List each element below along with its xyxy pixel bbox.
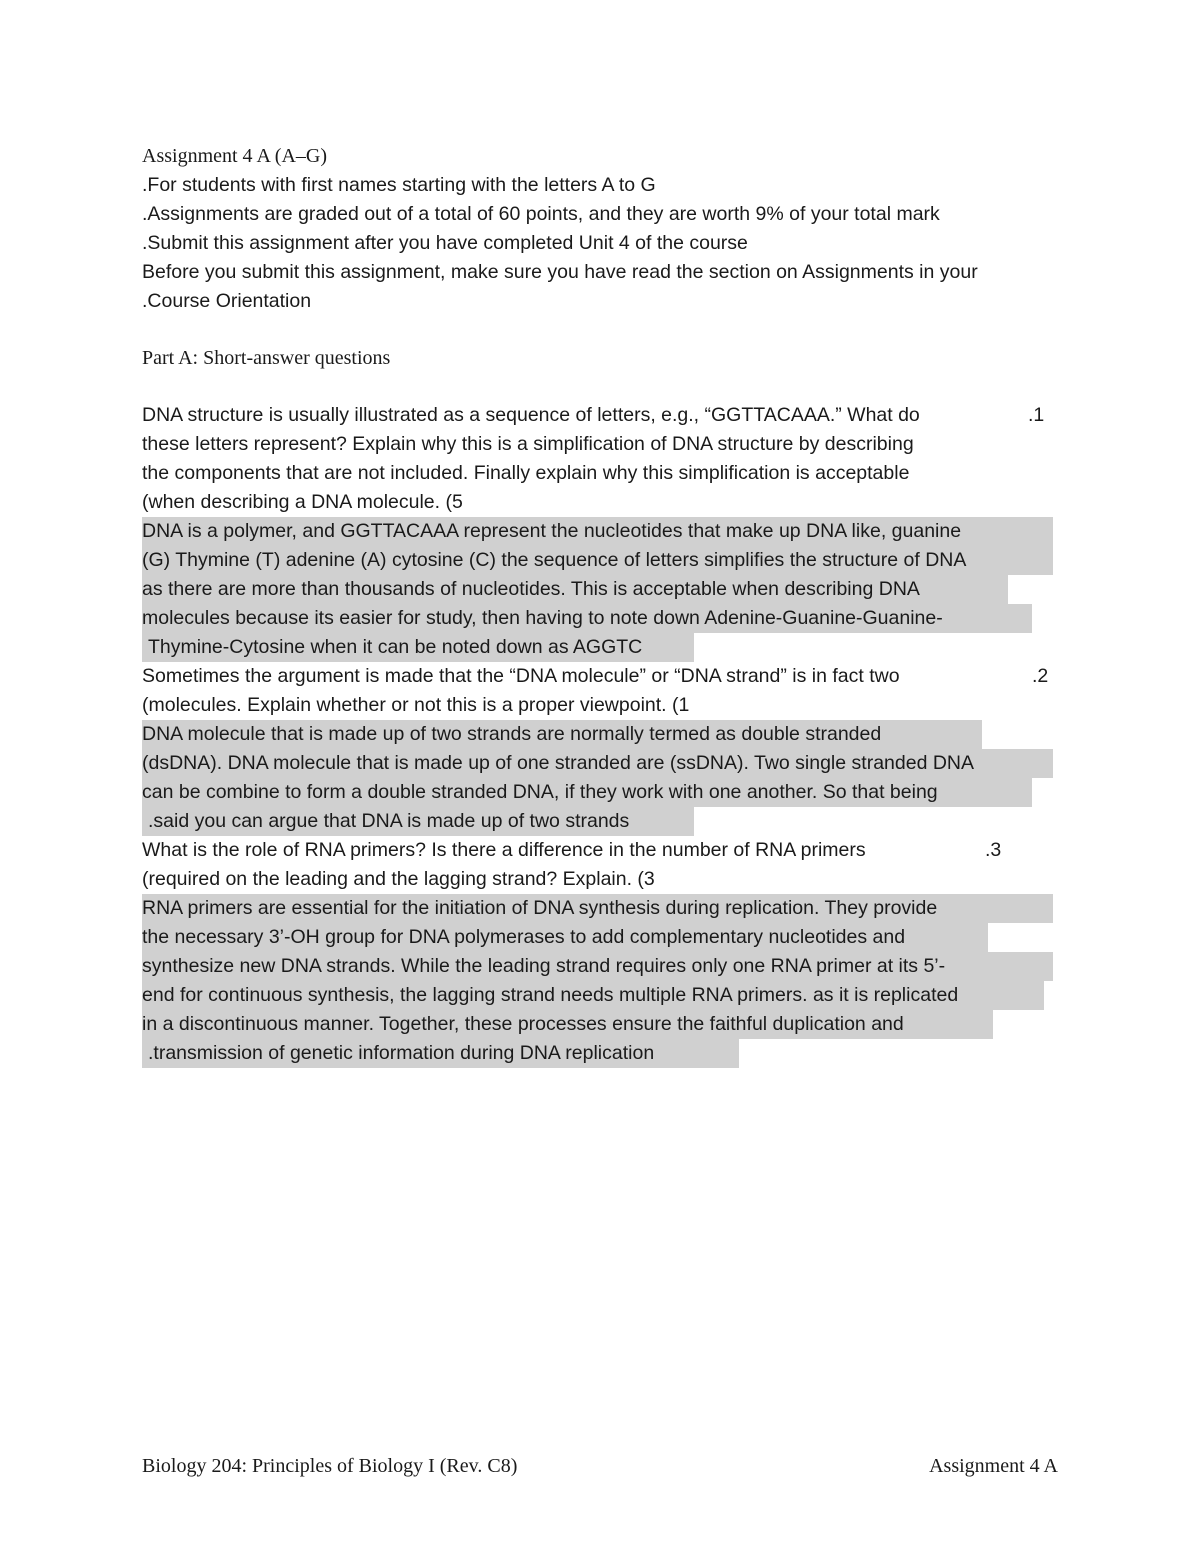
answer-line: .said you can argue that DNA is made up of two strands (142, 807, 694, 836)
answer-line: synthesize new DNA strands. While the leading strand requires only one RNA primer at its 5’- (142, 952, 1053, 981)
document-body (142, 142, 1058, 1068)
footer-course-title: Biology 204: Principles of Biology I (Rev. C8) (142, 1455, 518, 1477)
answer-line: .transmission of genetic information during DNA replication (142, 1039, 739, 1068)
answer-line: as there are more than thousands of nucleotides. This is acceptable when describing DNA (142, 575, 1008, 604)
note-line: .Submit this assignment after you have completed Unit 4 of the course (142, 232, 748, 254)
question-3 (142, 836, 1058, 894)
note-line: .For students with first names starting with the letters A to G (142, 174, 656, 196)
question-number: .2 (1032, 665, 1049, 687)
question-text: the components that are not included. Finally explain why this simplification is acceptable (142, 462, 910, 484)
answer-line: end for continuous synthesis, the lagging strand needs multiple RNA primers. as it is replicated (142, 981, 1044, 1010)
answer-3 (142, 894, 1058, 1068)
question-text: What is the role of RNA primers? Is there a difference in the number of RNA primers (142, 839, 866, 861)
note-line: Before you submit this assignment, make sure you have read the section on Assignments in your (142, 261, 978, 283)
question-number: .1 (1028, 404, 1045, 426)
question-text: these letters represent? Explain why this is a simplification of DNA structure by describing (142, 433, 914, 455)
answer-line: (dsDNA). DNA molecule that is made up of one stranded are (ssDNA). Two single stranded DNA (142, 749, 1053, 778)
question-2 (142, 662, 1058, 720)
answer-line: can be combine to form a double stranded DNA, if they work with one another. So that being (142, 778, 1032, 807)
question-text: (required on the leading and the lagging strand? Explain. (3 (142, 868, 655, 890)
answer-line: RNA primers are essential for the initiation of DNA synthesis during replication. They provide (142, 894, 1053, 923)
answer-line: molecules because its easier for study, then having to note down Adenine-Guanine-Guanine- (142, 604, 1032, 633)
answer-line: in a discontinuous manner. Together, these processes ensure the faithful duplication and (142, 1010, 993, 1039)
question-text: DNA structure is usually illustrated as a sequence of letters, e.g., “GGTTACAAA.” What do (142, 404, 920, 426)
part-title: Part A: Short-answer questions (142, 347, 391, 369)
answer-line: Thymine-Cytosine when it can be noted down as AGGTC (142, 633, 694, 662)
footer-assignment-label: Assignment 4 A (929, 1455, 1058, 1477)
question-number: .3 (985, 839, 1002, 861)
answer-line: DNA is a polymer, and GGTTACAAA represent the nucleotides that make up DNA like, guanine (142, 517, 1053, 546)
question-text: (molecules. Explain whether or not this is a proper viewpoint. (1 (142, 694, 690, 716)
question-1 (142, 401, 1058, 517)
note-line: .Course Orientation (142, 290, 312, 312)
answer-2 (142, 720, 1058, 836)
note-line: .Assignments are graded out of a total of 60 points, and they are worth 9% of your total mark (142, 203, 940, 225)
answer-line: DNA molecule that is made up of two strands are normally termed as double stranded (142, 720, 982, 749)
page-footer (142, 1455, 1058, 1478)
answer-line: (G) Thymine (T) adenine (A) cytosine (C) the sequence of letters simplifies the structure of DNA (142, 546, 1053, 575)
question-text: Sometimes the argument is made that the “DNA molecule” or “DNA strand” is in fact two (142, 665, 900, 687)
assignment-title: Assignment 4 A (A–G) (142, 145, 327, 167)
answer-1 (142, 517, 1058, 662)
answer-line: the necessary 3’-OH group for DNA polymerases to add complementary nucleotides and (142, 923, 988, 952)
question-text: (when describing a DNA molecule. (5 (142, 491, 463, 513)
